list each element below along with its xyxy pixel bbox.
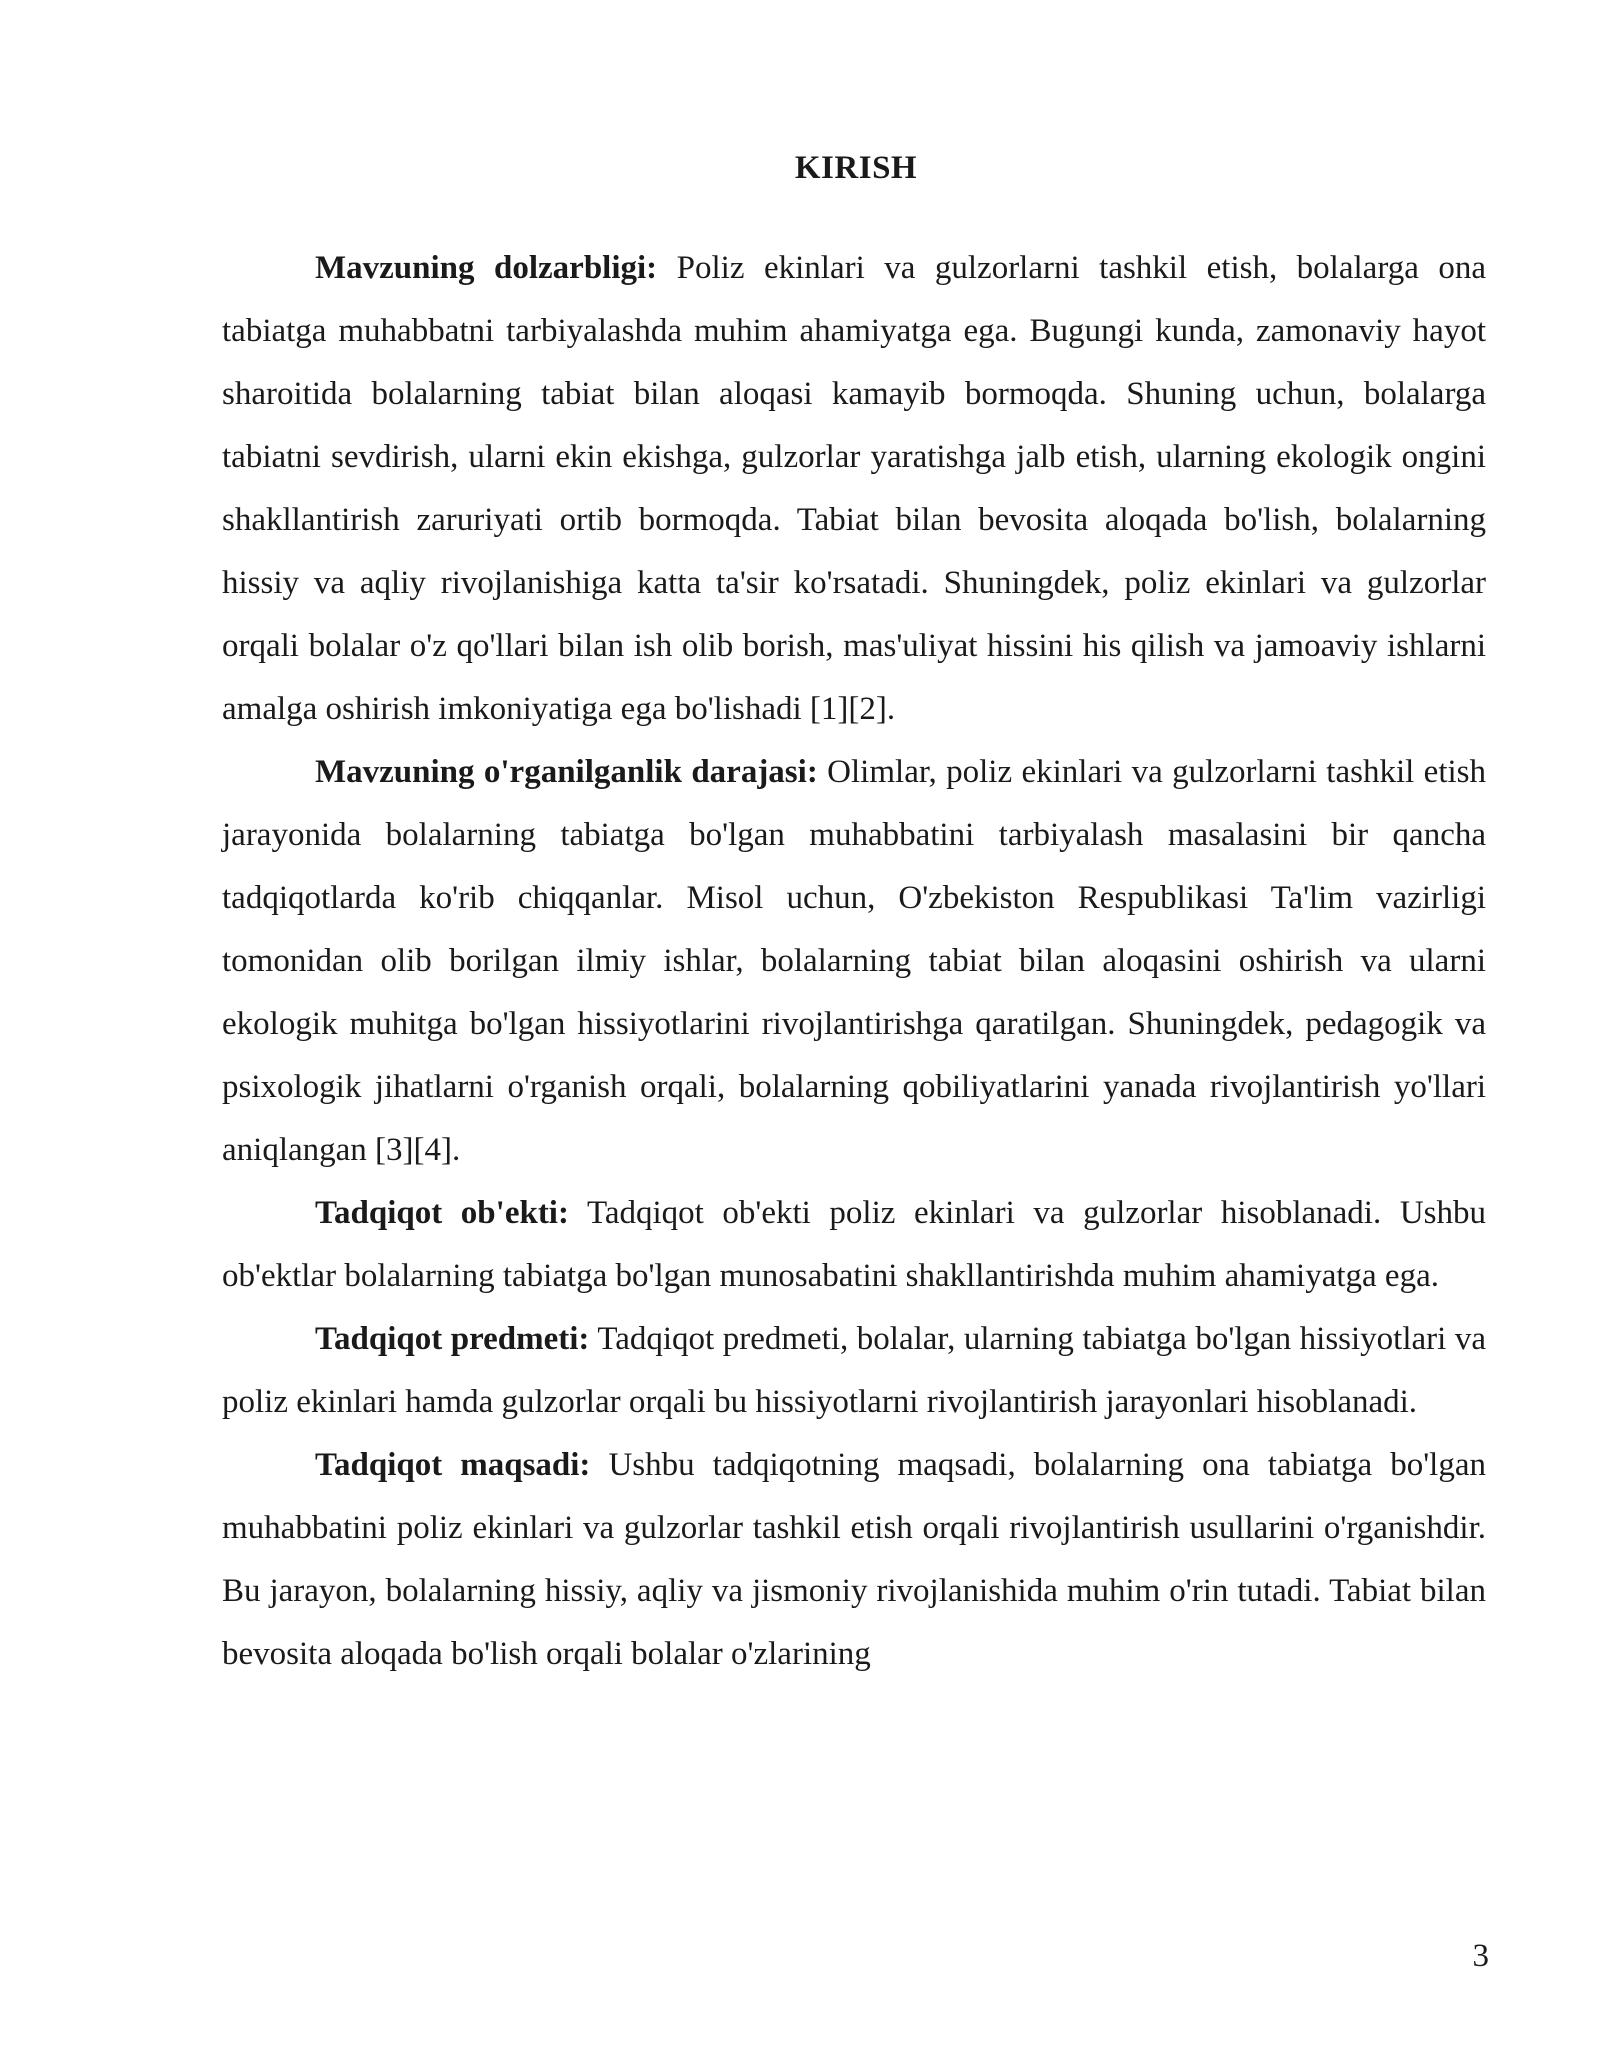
page-number: 3 [1472,1938,1489,1974]
paragraph-research-object [222,1182,1486,1308]
section-title: KIRISH [794,150,918,186]
paragraph-research-goal [222,1434,1486,1686]
paragraph-research-subject [222,1308,1486,1434]
paragraph-text: Tadqiqot ob'ekti poliz ekinlari va gulzorlar hisoblanadi. Ushbu ob'ektlar bolalarning tabiatga bo'lgan munosabatini shakllantirishda muhim ahamiyatga ega. [222,1195,1486,1294]
body-text [222,237,1486,1686]
paragraph-label: Tadqiqot maqsadi: [315,1447,591,1483]
paragraph-text: Ushbu tadqiqotning maqsadi, bolalarning ona tabiatga bo'lgan muhabbatini poliz ekinlari va gulzorlar tashkil etish orqali rivojlantirish usullarini o'rganishdir. Bu jarayon, bolalarning hissiy, aqliy va jismoniy rivojlanishida muhim o'rin tutadi. Tabiat bilan bevosita aloqada bo'lish orqali bolalar o'zlarining [222,1447,1486,1672]
paragraph-label: Mavzuning o'rganilganlik darajasi: [315,754,818,790]
paragraph-study-degree [222,741,1486,1182]
paragraph-relevance [222,237,1486,741]
paragraph-text: Poliz ekinlari va gulzorlarni tashkil etish, bolalarga ona tabiatga muhabbatni tarbiyalashda muhim ahamiyatga ega. Bugungi kunda, zamonaviy hayot sharoitida bolalarning tabiat bilan aloqasi kamayib bormoqda. Shuning uchun, bolalarga tabiatni sevdirish, ularni ekin ekishga, gulzorlar yaratishga jalb etish, ularning ekologik ongini shakllantirish zaruriyati ortib bormoqda. Tabiat bilan bevosita aloqada bo'lish, bolalarning hissiy va aqliy rivojlanishiga katta ta'sir ko'rsatadi. Shuningdek, poliz ekinlari va gulzorlar orqali bolalar o'z qo'llari bilan ish olib borish, mas'uliyat hissini his qilish va jamoaviy ishlarni amalga oshirish imkoniyatiga ega bo'lishadi [1][2]. [222,250,1486,727]
paragraph-label: Tadqiqot predmeti: [315,1321,590,1357]
paragraph-label: Tadqiqot ob'ekti: [315,1195,569,1231]
paragraph-text: Tadqiqot predmeti, bolalar, ularning tabiatga bo'lgan hissiyotlari va poliz ekinlari hamda gulzorlar orqali bu hissiyotlarni rivojlantirish jarayonlari hisoblanadi. [222,1321,1486,1420]
paragraph-label: Mavzuning dolzarbligi: [315,250,658,286]
paragraph-text: Olimlar, poliz ekinlari va gulzorlarni tashkil etish jarayonida bolalarning tabiatga bo'lgan muhabbatini tarbiyalash masalasini bir qancha tadqiqotlarda ko'rib chiqqanlar. Misol uchun, O'zbekiston Respublikasi Ta'lim vazirligi tomonidan olib borilgan ilmiy ishlar, bolalarning tabiat bilan aloqasini oshirish va ularni ekologik muhitga bo'lgan hissiyotlarini rivojlantirishga qaratilgan. Shuningdek, pedagogik va psixologik jihatlarni o'rganish orqali, bolalarning qobiliyatlarini yanada rivojlantirish yo'llari aniqlangan [3][4]. [222,754,1487,1168]
